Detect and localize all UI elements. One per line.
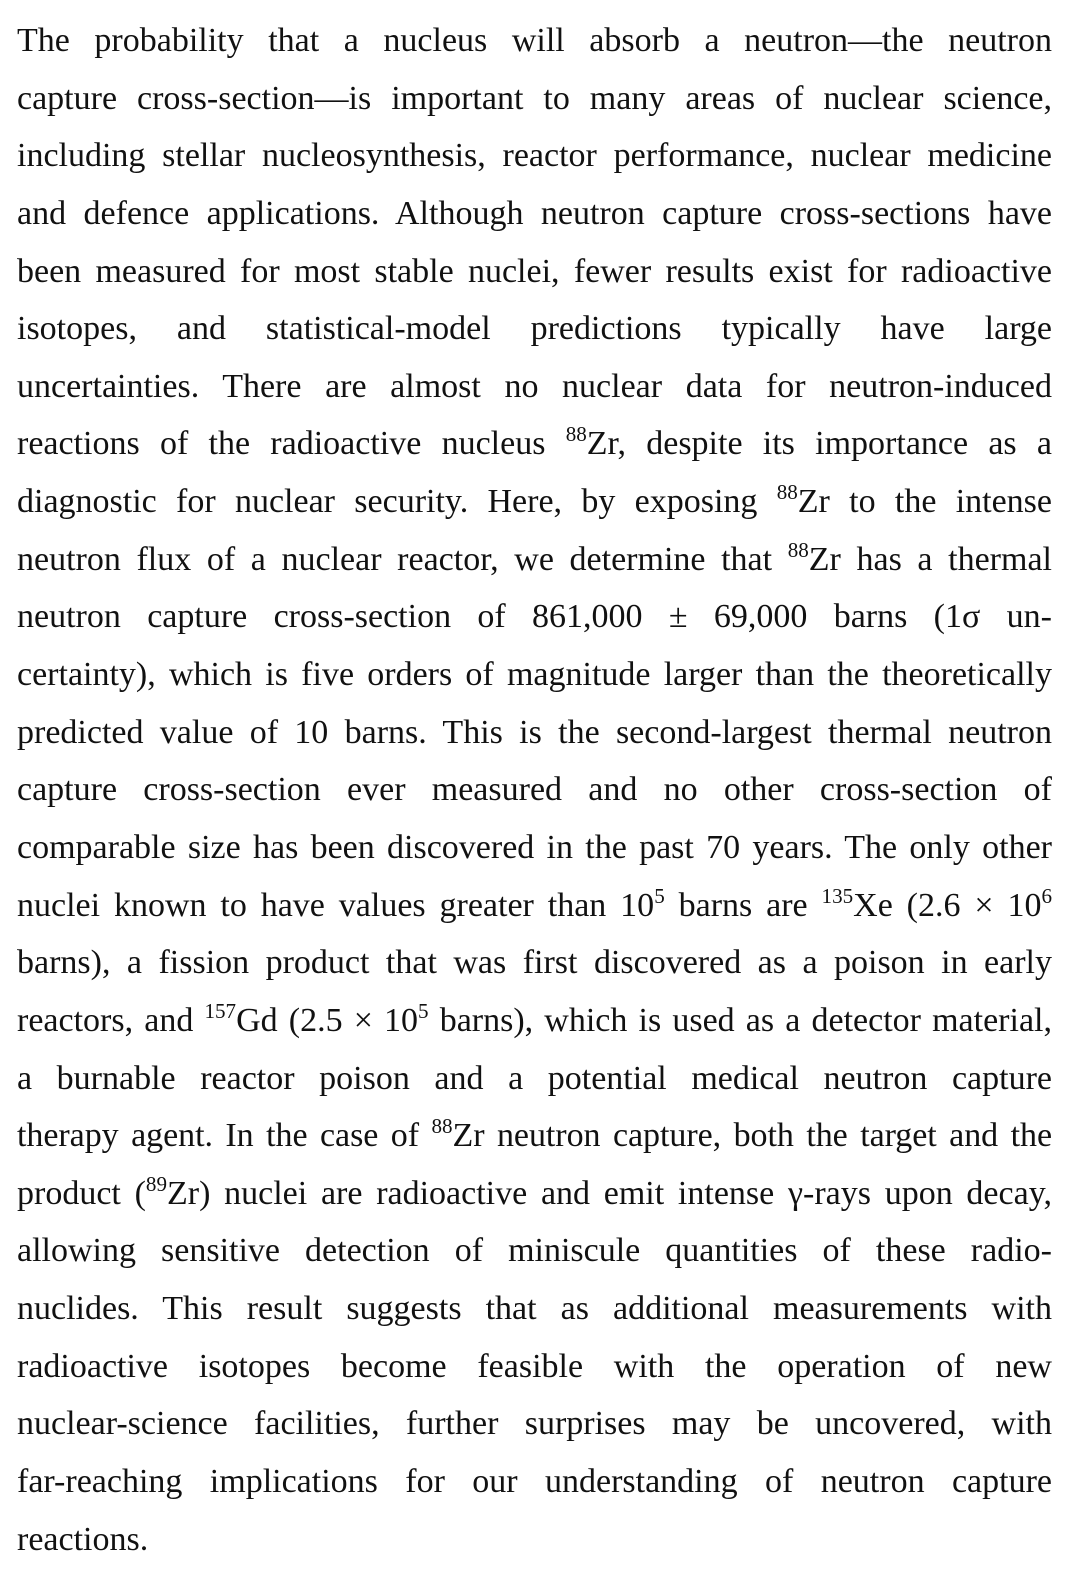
superscript: 135 (821, 883, 854, 908)
text-line (17, 1107, 1052, 1165)
text-segment: reactions. (17, 1520, 149, 1558)
text-line (17, 531, 1052, 589)
text-segment: Gd (2.5 × 10 (236, 1001, 419, 1039)
text-line (17, 300, 1052, 358)
text-segment: product ( (17, 1174, 146, 1212)
text-line (17, 1511, 1052, 1569)
text-segment: diagnostic for nuclear security. Here, by exposing (17, 483, 777, 521)
superscript: 88 (776, 480, 798, 505)
text-segment: nuclei known to have values greater than 10 (17, 886, 655, 924)
text-segment: Zr to the intense (797, 483, 1052, 521)
text-segment: uncertainties. There are almost no nuclear data for neutron-induced (17, 367, 1052, 405)
abstract-paragraph (17, 12, 1052, 1568)
text-segment: nuclear-science facilities, further surprises may be uncovered, with (17, 1405, 1052, 1443)
text-segment: capture cross-section—is important to many areas of nuclear science, (17, 79, 1052, 117)
text-segment: barns), which is used as a detector material, (428, 1001, 1052, 1039)
text-line (17, 415, 1052, 473)
text-line (17, 588, 1052, 646)
text-segment: a burnable reactor poison and a potential medical neutron capture (17, 1059, 1052, 1097)
text-segment: radioactive isotopes become feasible with the operation of new (17, 1347, 1052, 1385)
text-line (17, 185, 1052, 243)
text-line (17, 992, 1052, 1050)
text-segment: Zr, despite its importance as a (586, 425, 1052, 463)
text-segment: allowing sensitive detection of miniscule quantities of these radio- (17, 1232, 1052, 1270)
text-segment: The probability that a nucleus will absorb a neutron—the neutron (17, 22, 1052, 59)
text-segment: Zr neutron capture, both the target and the (452, 1117, 1052, 1155)
text-segment: isotopes, and statistical-model predictions typically have large (17, 310, 1052, 348)
text-line (17, 358, 1052, 416)
superscript: 88 (431, 1114, 453, 1139)
superscript: 5 (654, 883, 665, 908)
text-segment: Xe (2.6 × 10 (853, 886, 1042, 924)
text-line (17, 761, 1052, 819)
text-segment: capture cross-section ever measured and no other cross-section of (17, 771, 1052, 809)
text-line (17, 70, 1052, 128)
text-segment: neutron capture cross-section of 861,000 ± 69,000 barns (1σ un- (17, 598, 1052, 636)
text-segment: Zr has a thermal (808, 540, 1052, 578)
superscript: 88 (565, 422, 587, 447)
text-line (17, 1338, 1052, 1396)
superscript: 157 (204, 998, 237, 1023)
text-line (17, 877, 1052, 935)
text-line (17, 127, 1052, 185)
text-line (17, 646, 1052, 704)
superscript: 5 (418, 998, 429, 1023)
text-segment: neutron flux of a nuclear reactor, we determine that (17, 540, 788, 578)
text-segment: including stellar nucleosynthesis, reactor performance, nuclear medicine (17, 137, 1052, 175)
text-line (17, 1222, 1052, 1280)
text-line (17, 1280, 1052, 1338)
text-line (17, 473, 1052, 531)
text-segment: barns are (664, 886, 822, 924)
text-segment: therapy agent. In the case of (17, 1117, 432, 1155)
superscript: 6 (1041, 883, 1052, 908)
text-line (17, 819, 1052, 877)
text-segment: predicted value of 10 barns. This is the second-largest thermal neutron (17, 713, 1052, 751)
text-line (17, 934, 1052, 992)
text-segment: reactions of the radioactive nucleus (17, 425, 566, 463)
text-segment: certainty), which is five orders of magnitude larger than the theoretically (17, 656, 1052, 694)
text-segment: been measured for most stable nuclei, fewer results exist for radioactive (17, 252, 1052, 290)
text-line (17, 12, 1052, 70)
text-line (17, 704, 1052, 762)
text-line (17, 243, 1052, 301)
text-segment: and defence applications. Although neutron capture cross-sections have (17, 194, 1052, 232)
text-line (17, 1165, 1052, 1223)
text-segment: nuclides. This result suggests that as additional measurements with (17, 1290, 1052, 1328)
text-line (17, 1395, 1052, 1453)
text-segment: reactors, and (17, 1001, 205, 1039)
text-segment: Zr) nuclei are radioactive and emit intense γ-rays upon decay, (167, 1174, 1052, 1212)
text-line (17, 1453, 1052, 1511)
superscript: 89 (145, 1171, 167, 1196)
text-segment: comparable size has been discovered in the past 70 years. The only other (17, 828, 1052, 866)
text-segment: far-reaching implications for our understanding of neutron capture (17, 1463, 1052, 1501)
superscript: 88 (787, 537, 809, 562)
text-line (17, 1050, 1052, 1108)
text-segment: barns), a fission product that was first discovered as a poison in early (17, 944, 1052, 982)
